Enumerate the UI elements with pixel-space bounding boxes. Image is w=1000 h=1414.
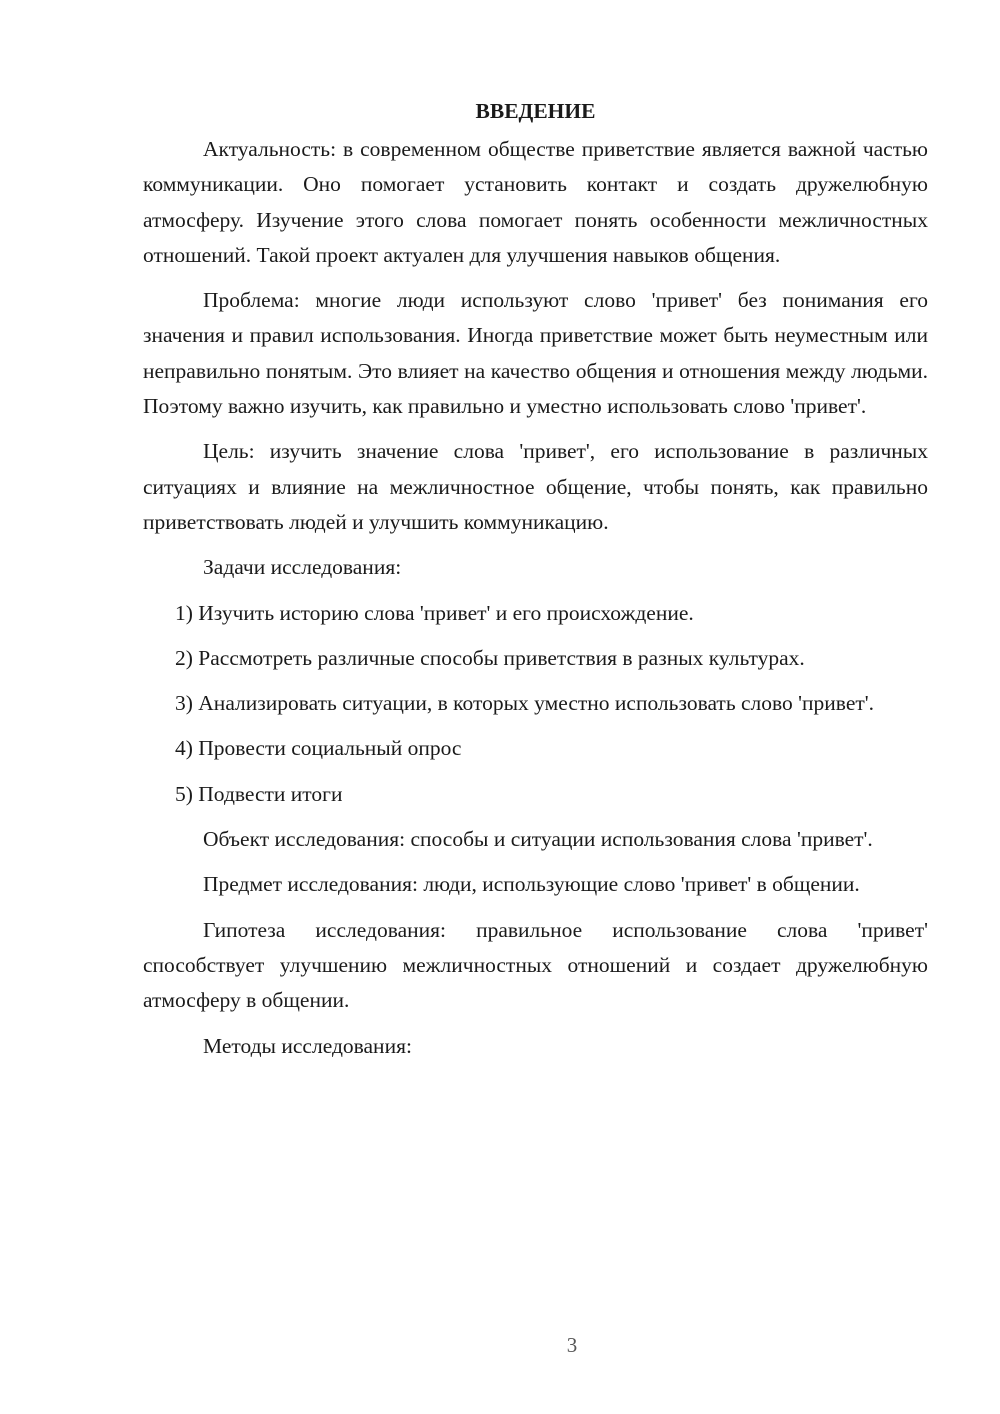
section-heading: ВВЕДЕНИЕ bbox=[475, 99, 596, 123]
page-content bbox=[143, 92, 928, 1074]
page-number: 3 bbox=[566, 1333, 578, 1357]
hypothesis-paragraph: Гипотеза исследования: правильное использование слова 'привет' способствует улучшению межличностных отношений и создает дружелюбную атмосферу в общении. bbox=[143, 917, 928, 1013]
task-item: 2) Рассмотреть различные способы приветствия в разных культурах. bbox=[175, 645, 805, 670]
relevance-paragraph: Актуальность: в современном обществе приветствие является важной частью коммуникации. Оно помогает установить контакт и создать дружелюбную атмосферу. Изучение этого слова помогает понять особенности межличностных отношений. Такой проект актуален для улучшения навыков общения. bbox=[143, 137, 928, 267]
tasks-title: Задачи исследования: bbox=[203, 555, 402, 580]
task-item: 3) Анализировать ситуации, в которых уместно использовать слово 'привет'. bbox=[175, 691, 875, 716]
methods-title: Методы исследования: bbox=[203, 1033, 412, 1058]
object-paragraph: Объект исследования: способы и ситуации использования слова 'привет'. bbox=[203, 827, 873, 852]
task-item: 1) Изучить историю слова 'привет' и его происхождение. bbox=[175, 600, 694, 625]
tasks-list bbox=[143, 596, 928, 812]
subject-paragraph: Предмет исследования: люди, использующие слово 'привет' в общении. bbox=[203, 872, 860, 897]
goal-paragraph: Цель: изучить значение слова 'привет', его использование в различных ситуациях и влияние на межличностное общение, чтобы понять, как правильно приветствовать людей и улучшить коммуникацию. bbox=[143, 439, 928, 534]
task-item: 4) Провести социальный опрос bbox=[175, 736, 462, 761]
problem-paragraph: Проблема: многие люди используют слово 'привет' без понимания его значения и правил использования. Иногда приветствие может быть неуместным или неправильно понятым. Это влияет на качество общения и отношения между людьми. Поэтому важно изучить, как правильно и уместно использовать слово 'привет'. bbox=[143, 288, 928, 419]
task-item: 5) Подвести итоги bbox=[175, 781, 343, 806]
